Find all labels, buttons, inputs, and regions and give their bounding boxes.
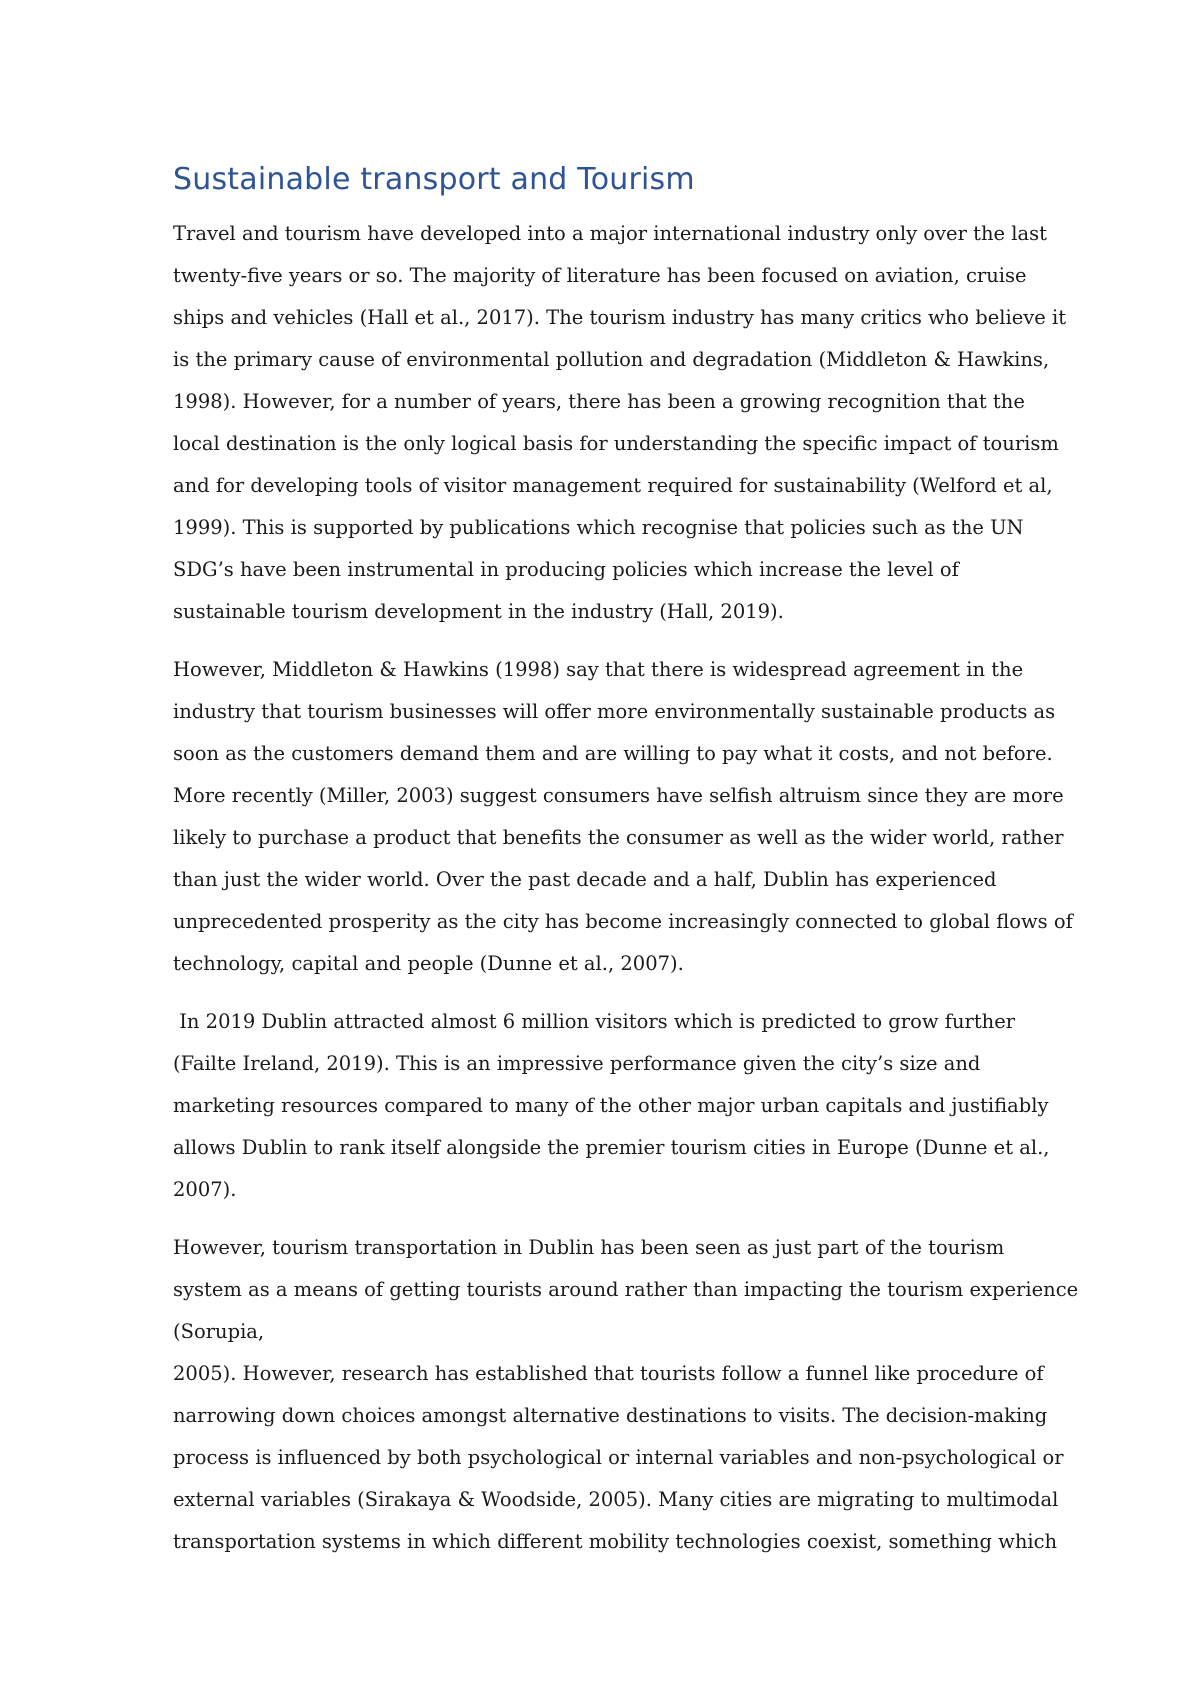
- text-line: unprecedented prosperity as the city has become increasingly connected to global flows of: [173, 910, 1073, 933]
- text-line: allows Dublin to rank itself alongside the premier tourism cities in Europe (Dunne et al.,: [173, 1136, 1050, 1159]
- text-line: soon as the customers demand them and are willing to pay what it costs, and not before.: [173, 742, 1053, 765]
- text-line: (Failte Ireland, 2019). This is an impressive performance given the city’s size and: [173, 1052, 981, 1075]
- paragraph-4: [173, 1227, 1079, 1563]
- text-line: local destination is the only logical basis for understanding the specific impact of tourism: [173, 432, 1059, 455]
- text-line: ships and vehicles (Hall et al., 2017). The tourism industry has many critics who believe it: [173, 306, 1067, 329]
- text-line: technology, capital and people (Dunne et al., 2007).: [173, 952, 684, 975]
- text-line: However, tourism transportation in Dublin has been seen as just part of the tourism: [173, 1236, 1005, 1259]
- paragraph-1: [173, 213, 1067, 633]
- text-line: is the primary cause of environmental pollution and degradation (Middleton & Hawkins,: [173, 348, 1050, 371]
- text-line: More recently (Miller, 2003) suggest consumers have selfish altruism since they are more: [173, 784, 1064, 807]
- text-line: 1998). However, for a number of years, there has been a growing recognition that the: [173, 390, 1025, 413]
- text-line: system as a means of getting tourists around rather than impacting the tourism experience: [173, 1278, 1079, 1301]
- text-line: and for developing tools of visitor management required for sustainability (Welford et al,: [173, 474, 1053, 497]
- document-heading: Sustainable transport and Tourism: [173, 162, 695, 197]
- text-line: 1999). This is supported by publications which recognise that policies such as the UN: [173, 516, 1024, 539]
- paragraph-3: [173, 1001, 1050, 1211]
- text-line: SDG’s have been instrumental in producing policies which increase the level of: [173, 558, 959, 581]
- text-line: likely to purchase a product that benefits the consumer as well as the wider world, rather: [173, 826, 1064, 849]
- text-line: industry that tourism businesses will offer more environmentally sustainable products as: [173, 700, 1056, 723]
- text-line: narrowing down choices amongst alternative destinations to visits. The decision-making: [173, 1404, 1048, 1427]
- document-body: [173, 160, 1079, 1579]
- text-line: marketing resources compared to many of the other major urban capitals and justifiably: [173, 1094, 1049, 1117]
- text-line: twenty-five years or so. The majority of literature has been focused on aviation, cruise: [173, 264, 1027, 287]
- text-line: In 2019 Dublin attracted almost 6 million visitors which is predicted to grow further: [173, 1010, 1016, 1033]
- text-line: sustainable tourism development in the industry (Hall, 2019).: [173, 600, 784, 623]
- text-line: transportation systems in which different mobility technologies coexist, something which: [173, 1530, 1058, 1553]
- text-line: than just the wider world. Over the past decade and a half, Dublin has experienced: [173, 868, 997, 891]
- text-line: (Sorupia,: [173, 1320, 265, 1343]
- paragraph-2: [173, 649, 1073, 985]
- text-line: 2005). However, research has established that tourists follow a funnel like procedure of: [173, 1362, 1044, 1385]
- text-line: external variables (Sirakaya & Woodside, 2005). Many cities are migrating to multimodal: [173, 1488, 1059, 1511]
- text-line: process is influenced by both psychological or internal variables and non-psychological or: [173, 1446, 1064, 1469]
- text-line: Travel and tourism have developed into a major international industry only over the last: [173, 222, 1047, 245]
- text-line: However, Middleton & Hawkins (1998) say that there is widespread agreement in the: [173, 658, 1024, 681]
- text-line: 2007).: [173, 1178, 237, 1201]
